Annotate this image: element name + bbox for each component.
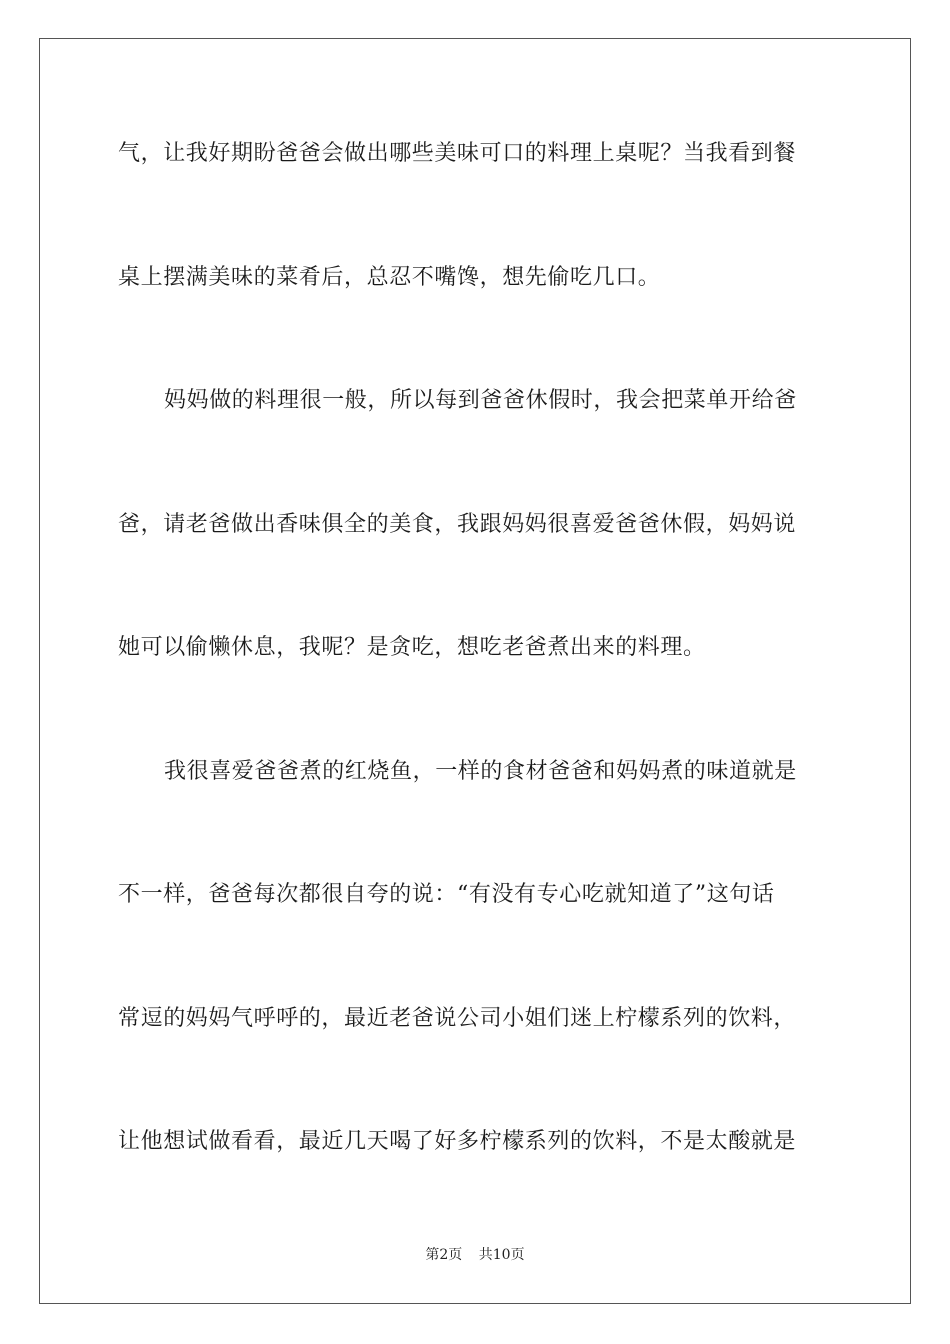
page-footer — [0, 1246, 950, 1264]
paragraph-start-line: 妈妈做的料理很一般，所以每到爸爸休假时，我会把菜单开给爸 — [164, 388, 797, 413]
text-line: 常逗的妈妈气呼呼的，最近老爸说公司小姐们迷上柠檬系列的饮料， — [118, 1006, 797, 1031]
text-line: 她可以偷懒休息，我呢？是贪吃，想吃老爸煮出来的料理。 — [118, 635, 706, 660]
text-line: 不一样，爸爸每次都很自夸的说：“有没有专心吃就知道了”这句话 — [118, 882, 775, 907]
text-line: 爸，请老爸做出香味俱全的美食，我跟妈妈很喜爱爸爸休假，妈妈说 — [118, 512, 797, 537]
paragraph-start-line: 我很喜爱爸爸煮的红烧鱼，一样的食材爸爸和妈妈煮的味道就是 — [164, 759, 797, 784]
page-number: 第2页 — [425, 1247, 463, 1263]
page-total: 共10页 — [478, 1247, 525, 1263]
text-line: 让他想试做看看，最近几天喝了好多柠檬系列的饮料，不是太酸就是 — [118, 1129, 797, 1154]
page-border — [39, 38, 911, 1304]
text-line: 桌上摆满美味的菜肴后，总忍不嘴馋，想先偷吃几口。 — [118, 265, 661, 290]
text-line: 气，让我好期盼爸爸会做出哪些美味可口的料理上桌呢？当我看到餐 — [118, 141, 797, 166]
